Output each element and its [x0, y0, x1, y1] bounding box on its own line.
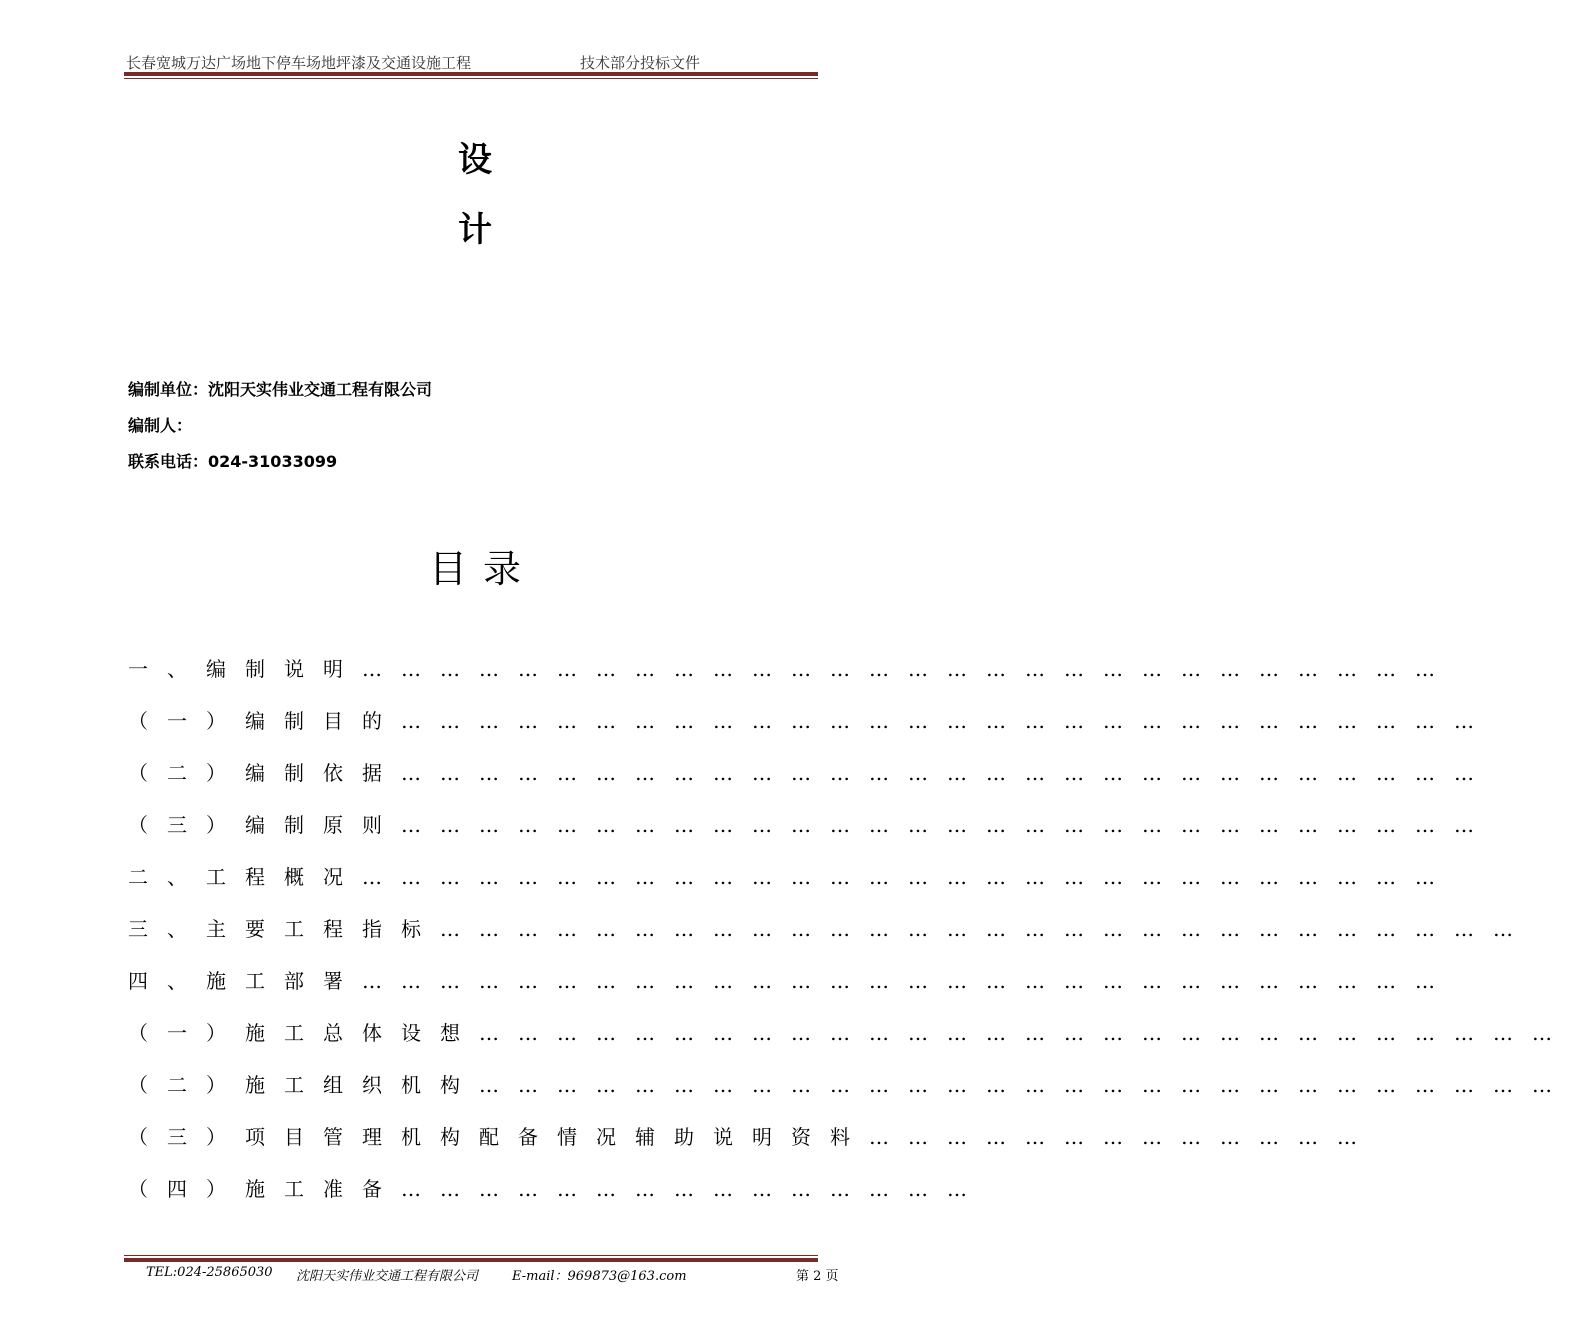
- compile-unit: 编制单位：沈阳天实伟业交通工程有限公司: [128, 380, 433, 399]
- footer-rule: [124, 1258, 818, 1262]
- footer-rule-thin: [124, 1255, 818, 1256]
- toc-entry-dots: …………………………………………………………………………: [362, 865, 1454, 889]
- toc-entry[interactable]: [128, 1072, 1571, 1124]
- toc-entry-label: 一、编制说明: [128, 657, 362, 681]
- toc-entry[interactable]: [128, 656, 1454, 708]
- toc-entry-label: 四、施工部署: [128, 969, 362, 993]
- toc-entry-dots: …………………………………………………………………………: [401, 709, 1493, 733]
- toc-entry[interactable]: [128, 708, 1493, 760]
- footer-page-number: 第 2 页: [796, 1269, 839, 1284]
- toc-entry-label: 三、主要工程指标: [128, 917, 440, 941]
- toc-entry-label: 二、工程概况: [128, 865, 362, 889]
- table-of-contents: [128, 656, 1571, 1204]
- toc-entry[interactable]: [128, 760, 1493, 812]
- title-line-2: 计: [458, 210, 492, 250]
- toc-entry[interactable]: [128, 916, 1532, 968]
- toc-entry-label: （一）编制目的: [128, 709, 401, 733]
- toc-entry-dots: …………………………………………………………………………: [479, 1021, 1571, 1045]
- title-line-1: 设: [458, 140, 492, 180]
- compile-person: 编制人：: [128, 416, 193, 435]
- toc-entry-dots: …………………………………………………………………………: [362, 969, 1454, 993]
- toc-entry[interactable]: [128, 968, 1454, 1020]
- page-header: [126, 52, 818, 74]
- toc-entry-dots: …………………………………………………………………………: [440, 917, 1532, 941]
- toc-entry-label: （二）编制依据: [128, 761, 401, 785]
- toc-entry[interactable]: [128, 1176, 986, 1204]
- footer-tel: TEL:024-25865030: [146, 1265, 273, 1280]
- toc-entry-label: （三）项目管理机构配备情况辅助说明资料: [128, 1125, 869, 1149]
- footer-email: E-mail：969873@163.com: [512, 1269, 687, 1284]
- toc-entry-dots: …………………………………………………………………………: [401, 813, 1493, 837]
- header-project-name: 长春宽城万达广场地下停车场地坪漆及交通设施工程: [126, 54, 472, 72]
- toc-entry-dots: ………………………………………: [401, 1177, 986, 1201]
- toc-entry[interactable]: [128, 1020, 1571, 1072]
- toc-title: 目录: [428, 547, 537, 591]
- toc-entry-dots: …………………………………………………………………………: [401, 761, 1493, 785]
- toc-entry-label: （二）施工组织机构: [128, 1073, 479, 1097]
- footer-company: 沈阳天实伟业交通工程有限公司: [296, 1269, 479, 1284]
- toc-entry-label: （一）施工总体设想: [128, 1021, 479, 1045]
- toc-entry[interactable]: [128, 864, 1454, 916]
- header-rule: [124, 72, 818, 76]
- header-doc-type: 技术部分投标文件: [580, 54, 701, 72]
- toc-entry-dots: …………………………………: [869, 1125, 1376, 1149]
- toc-entry-label: （四）施工准备: [128, 1177, 401, 1201]
- toc-entry[interactable]: [128, 1124, 1376, 1176]
- toc-entry-label: （三）编制原则: [128, 813, 401, 837]
- toc-entry-dots: …………………………………………………………………………: [362, 657, 1454, 681]
- toc-entry-dots: …………………………………………………………………………: [479, 1073, 1571, 1097]
- contact-phone: 联系电话：024-31033099: [128, 452, 338, 471]
- toc-entry[interactable]: [128, 812, 1493, 864]
- header-rule-thin: [124, 78, 818, 79]
